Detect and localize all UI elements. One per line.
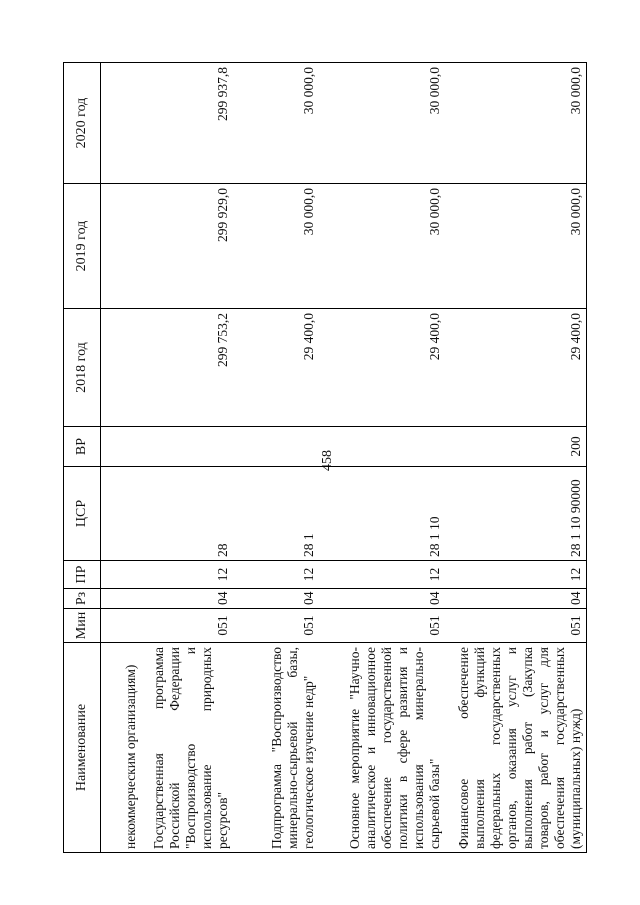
page-number: 458 <box>320 450 335 471</box>
row-min: 051 <box>233 609 319 643</box>
table-row <box>319 63 445 853</box>
row-2018: 299 753,2 <box>141 309 233 427</box>
row-name: Государственная программа Российской Федерации "Воспроизводство и использование природных ресурсов" <box>141 643 233 853</box>
row-min <box>101 609 141 643</box>
row-vr <box>141 427 233 467</box>
header-csr: ЦСР <box>64 467 101 561</box>
row-name: Подпрограмма "Воспроизводство минерально-сырьевой базы, геологическое изучение недр" <box>233 643 319 853</box>
row-2018: 29 400,0 <box>233 309 319 427</box>
header-vr: ВР <box>64 427 101 467</box>
row-rz <box>101 589 141 609</box>
row-rz: 04 <box>233 589 319 609</box>
row-2019: 30 000,0 <box>319 184 445 309</box>
row-vr <box>233 427 319 467</box>
row-2020: 299 937,8 <box>141 63 233 184</box>
row-2020: 30 000,0 <box>445 63 587 184</box>
row-2019 <box>101 184 141 309</box>
row-rz: 04 <box>319 589 445 609</box>
row-csr: 28 1 10 90000 <box>445 467 587 561</box>
row-vr: 200 <box>445 427 587 467</box>
row-csr: 28 1 <box>233 467 319 561</box>
table-row <box>445 63 587 853</box>
budget-table-container <box>63 63 591 853</box>
header-2020: 2020 год <box>64 63 101 184</box>
header-min: Мин <box>64 609 101 643</box>
table-header-row <box>64 63 101 853</box>
row-2018: 29 400,0 <box>319 309 445 427</box>
row-pr: 12 <box>445 561 587 589</box>
row-pr: 12 <box>233 561 319 589</box>
header-pr: ПР <box>64 561 101 589</box>
row-min: 051 <box>319 609 445 643</box>
row-min: 051 <box>141 609 233 643</box>
row-2019: 30 000,0 <box>445 184 587 309</box>
table-row <box>141 63 233 853</box>
row-2018 <box>101 309 141 427</box>
row-csr: 28 <box>141 467 233 561</box>
row-rz: 04 <box>141 589 233 609</box>
row-2020 <box>101 63 141 184</box>
row-pr: 12 <box>141 561 233 589</box>
row-min: 051 <box>445 609 587 643</box>
header-2019: 2019 год <box>64 184 101 309</box>
row-rz: 04 <box>445 589 587 609</box>
row-csr <box>101 467 141 561</box>
row-pr <box>101 561 141 589</box>
header-rz: Рз <box>64 589 101 609</box>
row-2019: 299 929,0 <box>141 184 233 309</box>
row-vr <box>101 427 141 467</box>
row-2019: 30 000,0 <box>233 184 319 309</box>
header-name: Наименование <box>64 643 101 853</box>
row-2018: 29 400,0 <box>445 309 587 427</box>
row-name: Финансовое обеспечение выполнения функций федеральных государственных органов, оказания услуг и выполнения работ (Закупка товаров, работ и услуг для обеспечения государственных (муниципальных) нужд) <box>445 643 587 853</box>
row-csr: 28 1 10 <box>319 467 445 561</box>
row-2020: 30 000,0 <box>233 63 319 184</box>
table-row <box>233 63 319 853</box>
budget-table <box>63 62 587 853</box>
row-name: Основное мероприятие "Научно-аналитическое и инновационное обеспечение государственной политики в сфере развития и использования минерально-сырьевой базы" <box>319 643 445 853</box>
row-2020: 30 000,0 <box>319 63 445 184</box>
row-vr <box>319 427 445 467</box>
table-row <box>101 63 141 853</box>
row-name: некоммерческим организациям) <box>101 643 141 853</box>
header-2018: 2018 год <box>64 309 101 427</box>
row-pr: 12 <box>319 561 445 589</box>
